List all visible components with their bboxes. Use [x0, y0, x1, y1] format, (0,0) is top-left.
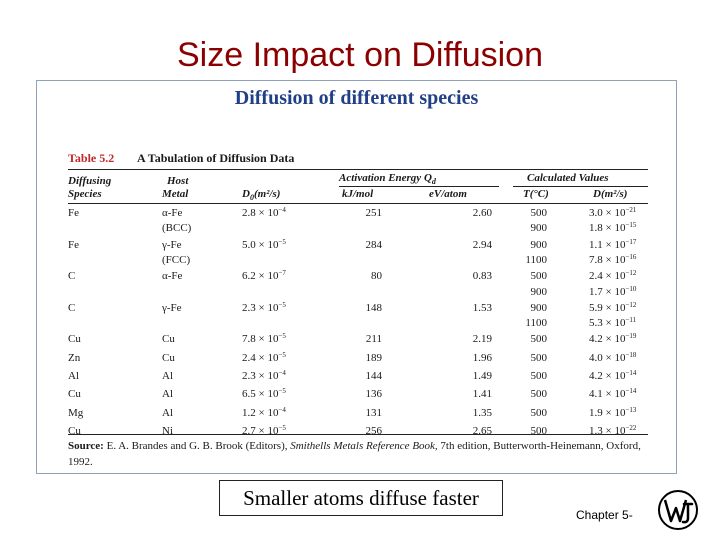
d0-cell: $6.5 \times 10^{-5}$ — [242, 387, 286, 401]
d0-cell: $6.2 \times 10^{-7}$ — [242, 269, 286, 283]
d0-cell: $7.8 \times 10^{-5}$ — [242, 332, 286, 346]
temperature-cell: 900 — [530, 301, 547, 314]
activation-kj-cell: 80 — [371, 270, 382, 283]
header-species-2: Species — [68, 188, 102, 200]
slide-title: Size Impact on Diffusion — [177, 36, 543, 74]
header-host-1: Host — [167, 175, 189, 187]
species-cell: Fe — [68, 207, 79, 219]
temperature-cell: 500 — [530, 370, 547, 382]
activation-ev-cell: 0.83 — [472, 270, 492, 283]
activation-ev-cell: 2.60 — [472, 207, 492, 219]
diffusivity-cell: $2.4 \times 10^{-12}$ — [589, 269, 637, 283]
activation-kj-cell: 131 — [365, 406, 382, 419]
diffusivity-cell: $3.0 \times 10^{-21}$ — [589, 206, 637, 219]
diffusivity-cell: $4.2 \times 10^{-19}$ — [589, 332, 637, 346]
host-metal-cell: α-Fe — [162, 270, 183, 283]
d0-cell: $2.8 \times 10^{-4}$ — [242, 206, 286, 219]
species-cell: C — [68, 301, 76, 314]
host-metal-cell: Ni — [162, 424, 173, 437]
calculated-values-header: Calculated Values — [527, 172, 609, 184]
diffusivity-cell: $4.1 \times 10^{-14}$ — [589, 387, 637, 401]
callout-box: Smaller atoms diffuse faster — [219, 480, 503, 516]
host-metal-cell: Cu — [162, 333, 175, 346]
temperature-cell: 500 — [530, 406, 547, 419]
d0-cell: $1.2 \times 10^{-4}$ — [242, 405, 286, 419]
host-structure-cell: (BCC) — [162, 222, 192, 235]
species-cell: C — [68, 270, 76, 283]
header-d0: $D_0(m^2/s)$ — [242, 188, 281, 203]
diffusivity-cell: $1.9 \times 10^{-13}$ — [589, 405, 637, 419]
temperature-cell: 900 — [530, 222, 547, 235]
figure-title: Diffusion of different species — [234, 87, 479, 109]
header-host-2: Metal — [162, 188, 189, 200]
activation-ev-cell: 2.65 — [472, 424, 492, 437]
activation-ev-cell: 2.94 — [472, 238, 492, 251]
header-temperature: T(°C) — [523, 188, 549, 200]
activation-kj-cell: 136 — [365, 388, 382, 401]
d0-cell: $5.0 \times 10^{-5}$ — [242, 237, 286, 251]
diffusivity-cell: $4.2 \times 10^{-14}$ — [589, 369, 637, 382]
chapter-label: Chapter 5- — [576, 508, 633, 522]
header-d: D(m²/s) — [593, 188, 628, 200]
activation-kj-cell: 144 — [365, 370, 382, 382]
header-bottom-rule — [68, 203, 648, 204]
species-cell: Al — [68, 370, 79, 382]
publisher-logo-icon — [656, 488, 700, 532]
diffusivity-cell: $1.3 \times 10^{-22}$ — [589, 423, 637, 437]
diffusivity-cell: $1.8 \times 10^{-15}$ — [589, 221, 637, 235]
temperature-cell: 500 — [530, 424, 547, 437]
species-cell: Mg — [68, 406, 84, 419]
temperature-cell: 1100 — [525, 253, 547, 266]
activation-kj-cell: 284 — [365, 238, 382, 251]
activation-kj-cell: 256 — [365, 424, 382, 437]
diffusivity-cell: $5.3 \times 10^{-11}$ — [589, 316, 637, 330]
host-metal-cell: γ-Fe — [162, 238, 182, 251]
activation-kj-cell: 251 — [365, 207, 382, 219]
species-cell: Cu — [68, 333, 81, 346]
temperature-cell: 900 — [530, 285, 547, 298]
species-cell: Cu — [68, 388, 81, 401]
d0-cell: $2.4 \times 10^{-5}$ — [242, 350, 286, 364]
temperature-cell: 500 — [530, 333, 547, 346]
temperature-cell: 500 — [530, 388, 547, 401]
table-label: Table 5.2 — [68, 151, 115, 165]
temperature-cell: 1100 — [525, 317, 547, 330]
header-kj-mol: kJ/mol — [342, 188, 374, 200]
activation-energy-header: Activation Energy $Q_d$ — [339, 172, 436, 187]
species-cell: Fe — [68, 238, 79, 251]
activation-kj-cell: 148 — [365, 301, 382, 314]
activation-kj-cell: 189 — [365, 351, 382, 364]
temperature-cell: 500 — [530, 207, 547, 219]
temperature-cell: 900 — [530, 238, 547, 251]
host-metal-cell: γ-Fe — [162, 301, 182, 314]
header-species-1: Diffusing — [68, 175, 112, 187]
host-metal-cell: Al — [162, 370, 173, 382]
d0-cell: $2.3 \times 10^{-5}$ — [242, 300, 286, 314]
host-metal-cell: Cu — [162, 351, 175, 364]
d0-cell: $2.7 \times 10^{-5}$ — [242, 423, 286, 437]
temperature-cell: 500 — [530, 270, 547, 283]
host-metal-cell: Al — [162, 406, 173, 419]
activation-kj-cell: 211 — [365, 333, 382, 346]
table-bottom-rule — [68, 434, 648, 435]
diffusivity-cell: $4.0 \times 10^{-18}$ — [589, 350, 637, 364]
table-source: Source: E. A. Brandes and G. B. Brook (Editors), Smithells Metals Reference Book, 7th edition, Butterworth-Heinemann, Oxford, 1992. — [68, 440, 641, 468]
table-caption: A Tabulation of Diffusion Data — [137, 151, 295, 165]
species-cell: Cu — [68, 424, 81, 437]
activation-ev-cell: 1.35 — [472, 406, 492, 419]
host-structure-cell: (FCC) — [162, 253, 191, 266]
activation-ev-cell: 1.53 — [472, 301, 492, 314]
host-metal-cell: Al — [162, 388, 173, 401]
species-cell: Zn — [68, 351, 81, 364]
activation-ev-cell: 1.41 — [472, 388, 492, 401]
header-ev-atom: eV/atom — [429, 188, 467, 200]
diffusivity-cell: $1.1 \times 10^{-17}$ — [589, 237, 637, 251]
diffusivity-cell: $7.8 \times 10^{-16}$ — [589, 252, 637, 266]
diffusivity-cell: $5.9 \times 10^{-12}$ — [589, 300, 637, 314]
activation-ev-cell: 2.19 — [472, 333, 492, 346]
temperature-cell: 500 — [530, 351, 547, 364]
activation-ev-cell: 1.96 — [472, 351, 492, 364]
host-metal-cell: α-Fe — [162, 207, 183, 219]
activation-ev-cell: 1.49 — [472, 370, 492, 382]
diffusivity-cell: $1.7 \times 10^{-10}$ — [589, 284, 637, 298]
d0-cell: $2.3 \times 10^{-4}$ — [242, 369, 286, 382]
diffusion-table-figure — [36, 80, 677, 474]
